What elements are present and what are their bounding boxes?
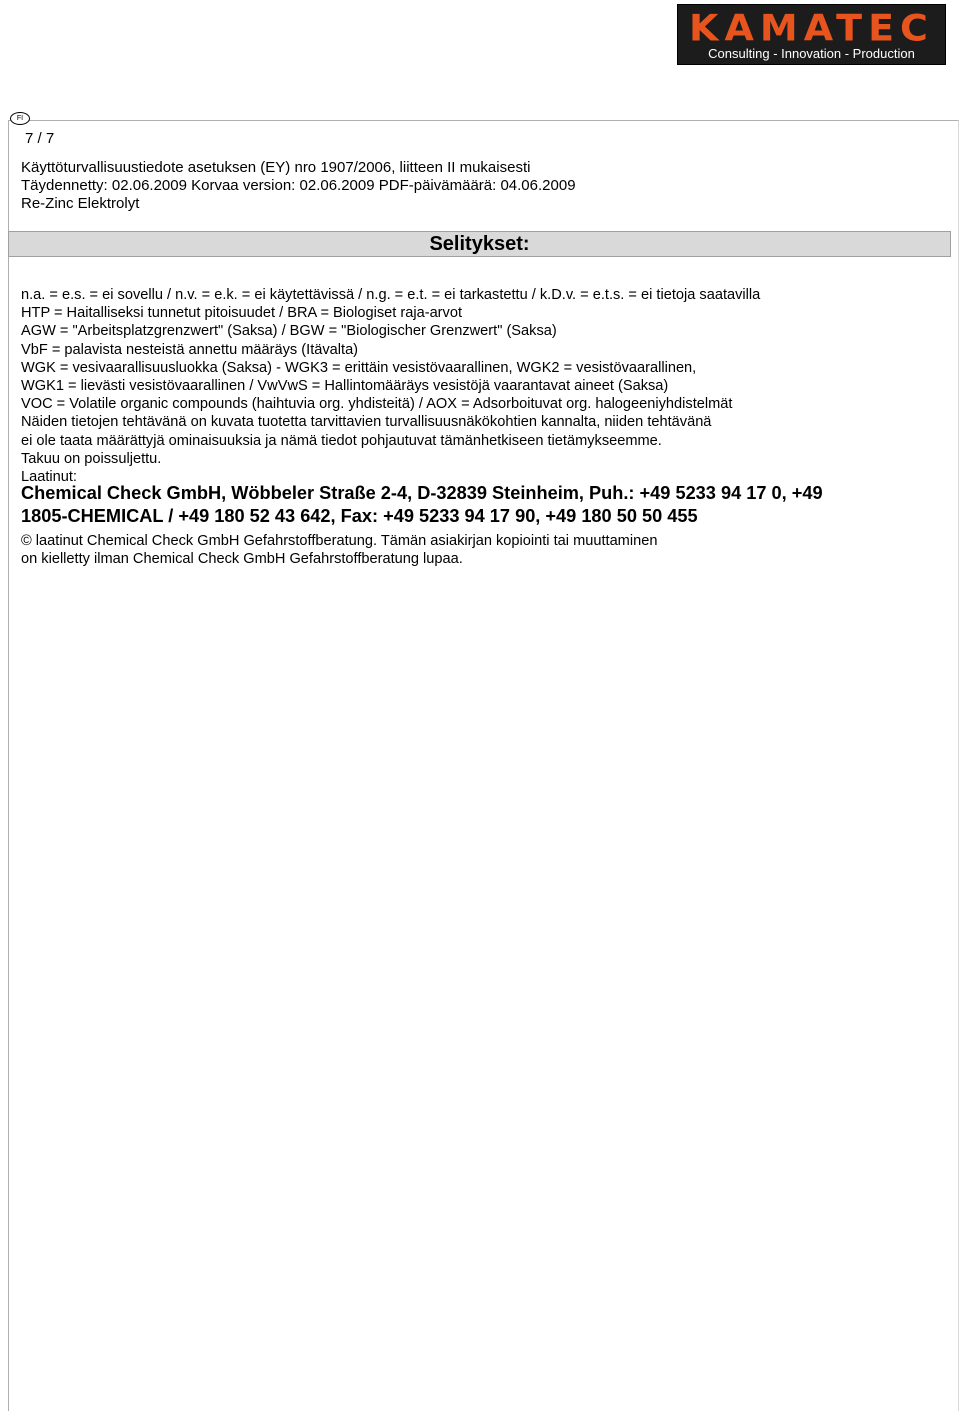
text-line: Näiden tietojen tehtävänä on kuvata tuotetta tarvittavien turvallisuusnäkökohtien kannalta, niiden tehtävänä — [21, 414, 712, 431]
text-line: WGK = vesivaarallisuusluokka (Saksa) - WGK3 = erittäin vesistövaarallinen, WGK2 = vesistövaarallinen, — [21, 359, 697, 376]
text-line: Takuu on poissuljettu. — [21, 450, 162, 467]
text-line: n.a. = e.s. = ei sovellu / n.v. = e.k. = ei käytettävissä / n.g. = e.t. = ei tarkastettu / k.D.v. = e.t.s. = ei tietoja saatavilla — [21, 287, 761, 303]
copyright-notice — [21, 532, 946, 568]
logo-wordmark: KAMATEC — [689, 7, 934, 49]
page-number: 7 / 7 — [25, 130, 55, 147]
header-dates: Täydennetty: 02.06.2009 Korvaa version: 02.06.2009 PDF-päivämäärä: 04.06.2009 — [21, 177, 576, 194]
country-badge: FI — [10, 112, 30, 125]
section-header — [8, 231, 951, 257]
text-line: HTP = Haitalliseksi tunnetut pitoisuudet / BRA = Biologiset raja-arvot — [21, 305, 463, 322]
text-line: ei ole taata määrättyjä ominaisuuksia ja nämä tiedot pohjautuvat tämänhetkiseen tietämykseemme. — [21, 432, 662, 449]
copyright-line-1: © laatinut Chemical Check GmbH Gefahrstoffberatung. Tämän asiakirjan kopiointi tai muuttaminen — [21, 533, 658, 549]
author-contact — [21, 482, 946, 528]
logo-tagline: Consulting - Innovation - Production — [708, 46, 915, 61]
author-line-1: Chemical Check GmbH, Wöbbeler Straße 2-4, D-32839 Steinheim, Puh.: +49 5233 94 17 0, +49 — [21, 483, 823, 503]
header-regulation: Käyttöturvallisuustiedote asetuksen (EY) nro 1907/2006, liitteen II mukaisesti — [21, 159, 531, 176]
text-line: WGK1 = lievästi vesistövaarallinen / VwVwS = Hallintomääräys vesistöjä vaarantavat aineet (Saksa) — [21, 378, 669, 395]
text-line: VOC = Volatile organic compounds (haihtuvia org. yhdisteitä) / AOX = Adsorboituvat org. halogeeniyhdistelmät — [21, 396, 733, 413]
author-line-2: 1805-CHEMICAL / +49 180 52 43 642, Fax: +49 5233 94 17 90, +49 180 50 50 455 — [21, 506, 698, 526]
copyright-line-2: on kielletty ilman Chemical Check GmbH Gefahrstoffberatung lupaa. — [21, 551, 463, 568]
text-line: AGW = "Arbeitsplatzgrenzwert" (Saksa) / BGW = "Biologischer Grenzwert" (Saksa) — [21, 323, 557, 340]
section-title: Selitykset: — [429, 233, 530, 255]
text-line: VbF = palavista nesteistä annettu määräys (Itävalta) — [21, 341, 359, 358]
text-line: Laatinut: — [21, 469, 77, 486]
company-logo — [677, 4, 946, 65]
abbreviations-text — [21, 286, 946, 486]
header-product-name: Re-Zinc Elektrolyt — [21, 195, 140, 212]
